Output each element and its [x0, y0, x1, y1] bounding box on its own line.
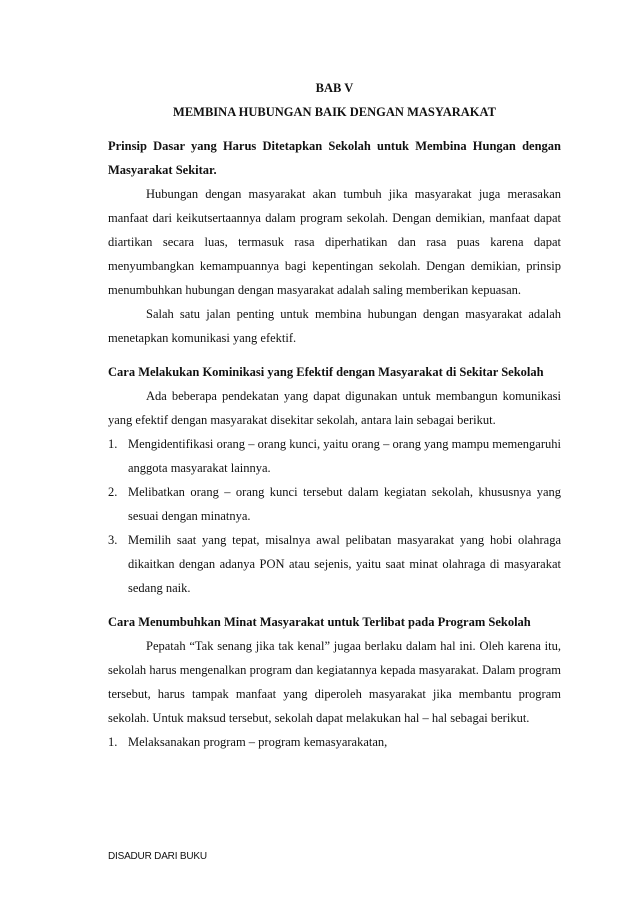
section-heading: Cara Menumbuhkan Minat Masyarakat untuk Terlibat pada Program Sekolah — [108, 615, 531, 629]
section-heading: Prinsip Dasar yang Harus Ditetapkan Sekolah untuk Membina Hungan dengan Masyarakat Sekitar. — [108, 139, 561, 177]
paragraph: Pepatah “Tak senang jika tak kenal” jugaa berlaku dalam hal ini. Oleh karena itu, sekolah harus mengenalkan program dan kegiatannya kepada masyarakat. Dalam program tersebut, harus tampak manfaat yang diperoleh masyarakat jika membantu program sekolah. Untuk maksud tersebut, sekolah dapat melakukan hal – hal sebagai berikut. — [108, 639, 561, 725]
section-heading: Cara Melakukan Kominikasi yang Efektif dengan Masyarakat di Sekitar Sekolah — [108, 365, 544, 379]
list-item-text: Memilih saat yang tepat, misalnya awal pelibatan masyarakat yang hobi olahraga dikaitkan dengan adanya PON atau sejenis, yaitu saat minat olahraga di masyarakat sedang naik. — [128, 533, 561, 595]
chapter-title: MEMBINA HUBUNGAN BAIK DENGAN MASYARAKAT — [173, 105, 496, 119]
list-item — [108, 432, 561, 480]
list-number: 2. — [108, 485, 118, 499]
spacer — [108, 350, 561, 360]
list-item-text: Mengidentifikasi orang – orang kunci, yaitu orang – orang yang mampu memengaruhi anggota masyarakat lainnya. — [128, 437, 561, 475]
list-number: 3. — [108, 533, 118, 547]
list-item-text: Melibatkan orang – orang kunci tersebut dalam kegiatan sekolah, khususnya yang sesuai dengan minatnya. — [128, 485, 561, 523]
list-number: 1. — [108, 437, 118, 451]
spacer — [108, 600, 561, 610]
numbered-list — [108, 432, 561, 600]
list-item-text: Melaksanakan program – program kemasyarakatan, — [128, 735, 388, 749]
list-item — [108, 730, 561, 754]
paragraph: Hubungan dengan masyarakat akan tumbuh jika masyarakat juga merasakan manfaat dari keikutsertaannya dalam program sekolah. Dengan demikian, manfaat dapat diartikan secara luas, termasuk rasa diperhatikan dan rasa puas karena dapat menyumbangkan kemampuannya bagi kepentingan sekolah. Dengan demikian, prinsip menumbuhkan hubungan dengan masyarakat adalah saling memberikan kepuasan. — [108, 187, 561, 297]
list-item — [108, 528, 561, 600]
chapter-label: BAB V — [315, 81, 354, 95]
list-number: 1. — [108, 735, 118, 749]
list-item — [108, 480, 561, 528]
paragraph: Ada beberapa pendekatan yang dapat digunakan untuk membangun komunikasi yang efektif dengan masyarakat disekitar sekolah, antara lain sebagai berikut. — [108, 389, 561, 427]
page-content — [108, 76, 561, 754]
paragraph: Salah satu jalan penting untuk membina hubungan dengan masyarakat adalah menetapkan komunikasi yang efektif. — [108, 307, 561, 345]
spacer — [108, 124, 561, 134]
numbered-list — [108, 730, 561, 754]
page-footer: DISADUR DARI BUKU — [108, 851, 207, 862]
